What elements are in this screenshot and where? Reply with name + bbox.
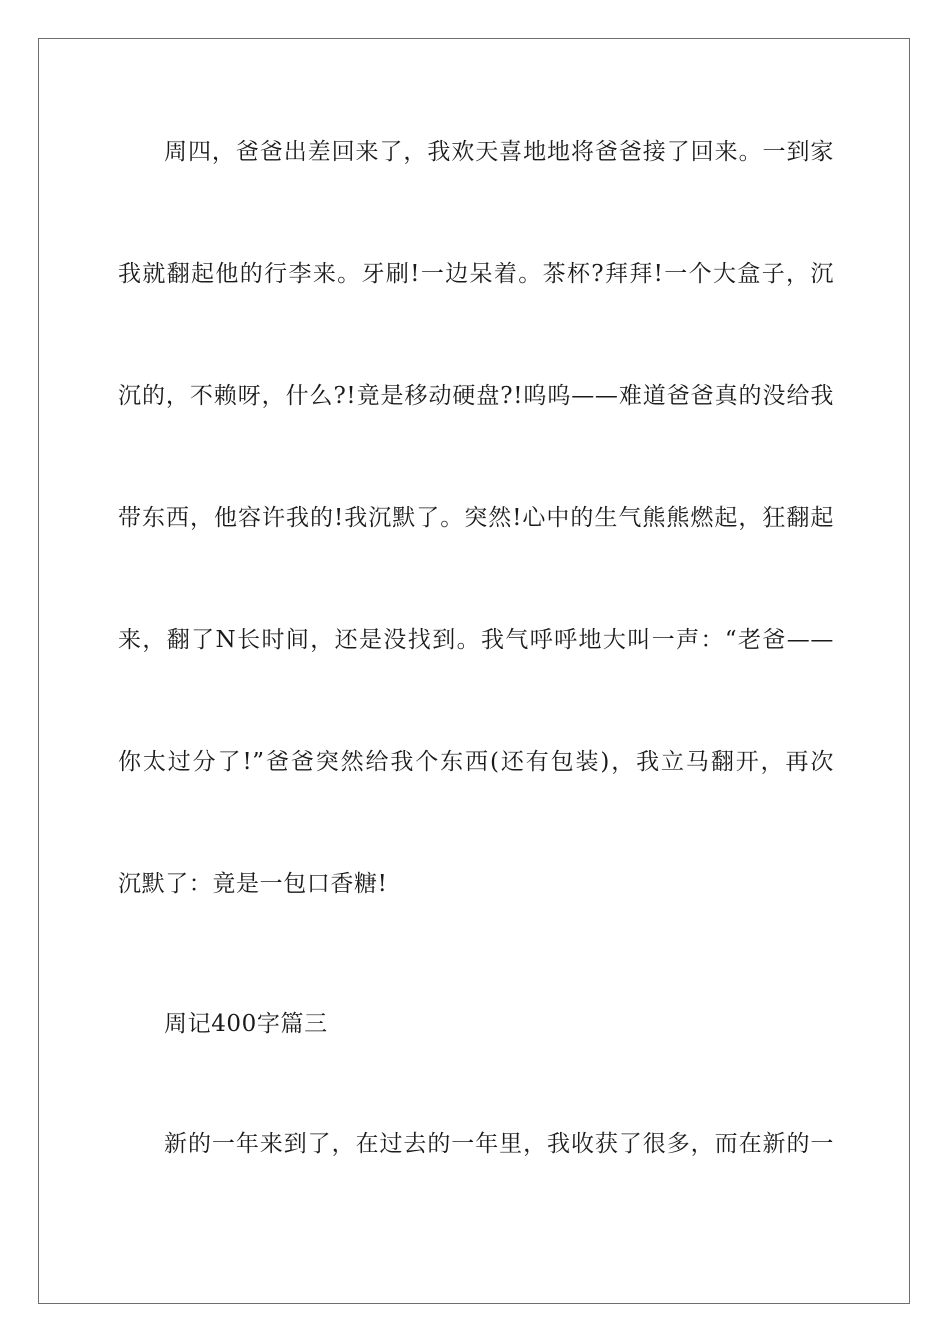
paragraph-line-7: 沉默了：竟是一包口香糖! — [118, 871, 388, 897]
paragraph-line-3: 沉的，不赖呀，什么?!竟是移动硬盘?!呜呜——难道爸爸真的没给我 — [118, 383, 834, 409]
paragraph-line-5: 来，翻了N长时间，还是没找到。我气呼呼地大叫一声：“老爸—— — [118, 627, 834, 653]
paragraph-line-8: 新的一年来到了，在过去的一年里，我收获了很多，而在新的一 — [164, 1131, 834, 1157]
paragraph-line-4: 带东西，他容许我的!我沉默了。突然!心中的生气熊熊燃起，狂翻起 — [118, 505, 834, 531]
paragraph-line-6: 你太过分了!”爸爸突然给我个东西(还有包装)，我立马翻开，再次 — [118, 749, 834, 775]
page-frame — [38, 38, 910, 1304]
paragraph-line-2: 我就翻起他的行李来。牙刷!一边呆着。茶杯?拜拜!一个大盒子，沉 — [118, 261, 834, 287]
section-heading: 周记400字篇三 — [164, 1011, 328, 1037]
paragraph-line-1: 周四，爸爸出差回来了，我欢天喜地地将爸爸接了回来。一到家 — [164, 139, 834, 165]
